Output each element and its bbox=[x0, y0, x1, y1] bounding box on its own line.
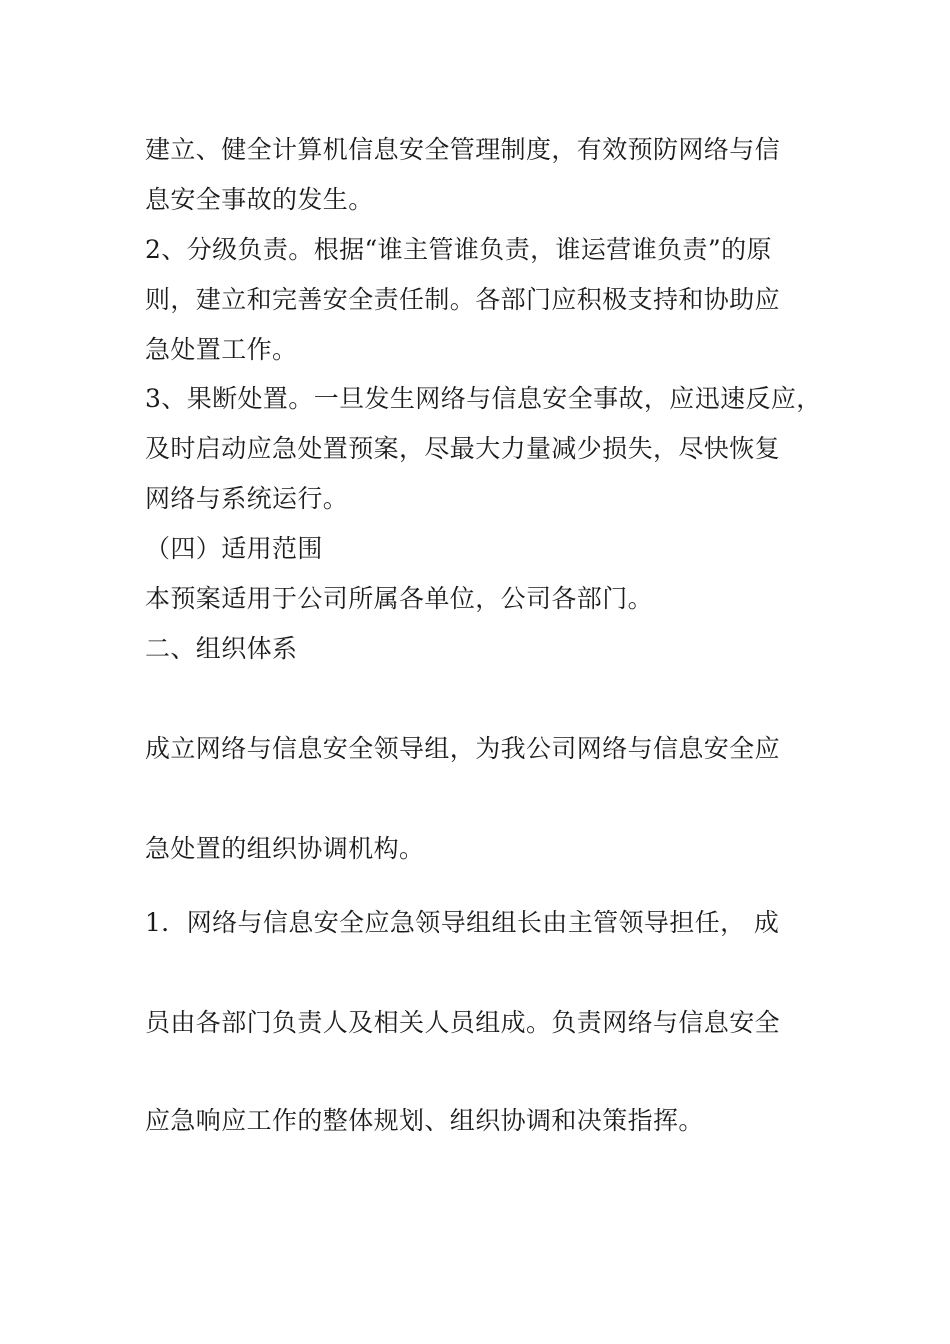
section-heading-scope: （四）适用范围 bbox=[145, 534, 323, 563]
paragraph-line: 本预案适用于公司所属各单位，公司各部门。 bbox=[145, 584, 654, 613]
paragraph-line: 应急响应工作的整体规划、组织协调和决策指挥。 bbox=[145, 1106, 704, 1135]
paragraph-line: 建立、健全计算机信息安全管理制度，有效预防网络与信 bbox=[145, 135, 781, 164]
paragraph-line: 急处置工作。 bbox=[145, 335, 298, 364]
paragraph-line: 急处置的组织协调机构。 bbox=[145, 834, 425, 863]
principle-2-line: 2、分级负责。根据“谁主管谁负责，谁运营谁负责”的原 bbox=[145, 235, 772, 264]
paragraph-line: 息安全事故的发生。 bbox=[145, 185, 374, 214]
list-item-1-line: 1．网络与信息安全应急领导组组长由主管领导担任， 成 bbox=[145, 908, 780, 937]
paragraph-line: 则，建立和完善安全责任制。各部门应积极支持和协助应 bbox=[145, 285, 781, 314]
section-heading-organization: 二、组织体系 bbox=[145, 634, 298, 663]
paragraph-line: 及时启动应急处置预案，尽最大力量减少损失，尽快恢复 bbox=[145, 434, 781, 463]
paragraph-line: 成立网络与信息安全领导组，为我公司网络与信息安全应 bbox=[145, 734, 781, 763]
paragraph-line: 网络与系统运行。 bbox=[145, 484, 349, 513]
principle-3-line: 3、果断处置。一旦发生网络与信息安全事故，应迅速反应， bbox=[145, 384, 822, 413]
paragraph-line: 员由各部门负责人及相关人员组成。负责网络与信息安全 bbox=[145, 1008, 781, 1037]
